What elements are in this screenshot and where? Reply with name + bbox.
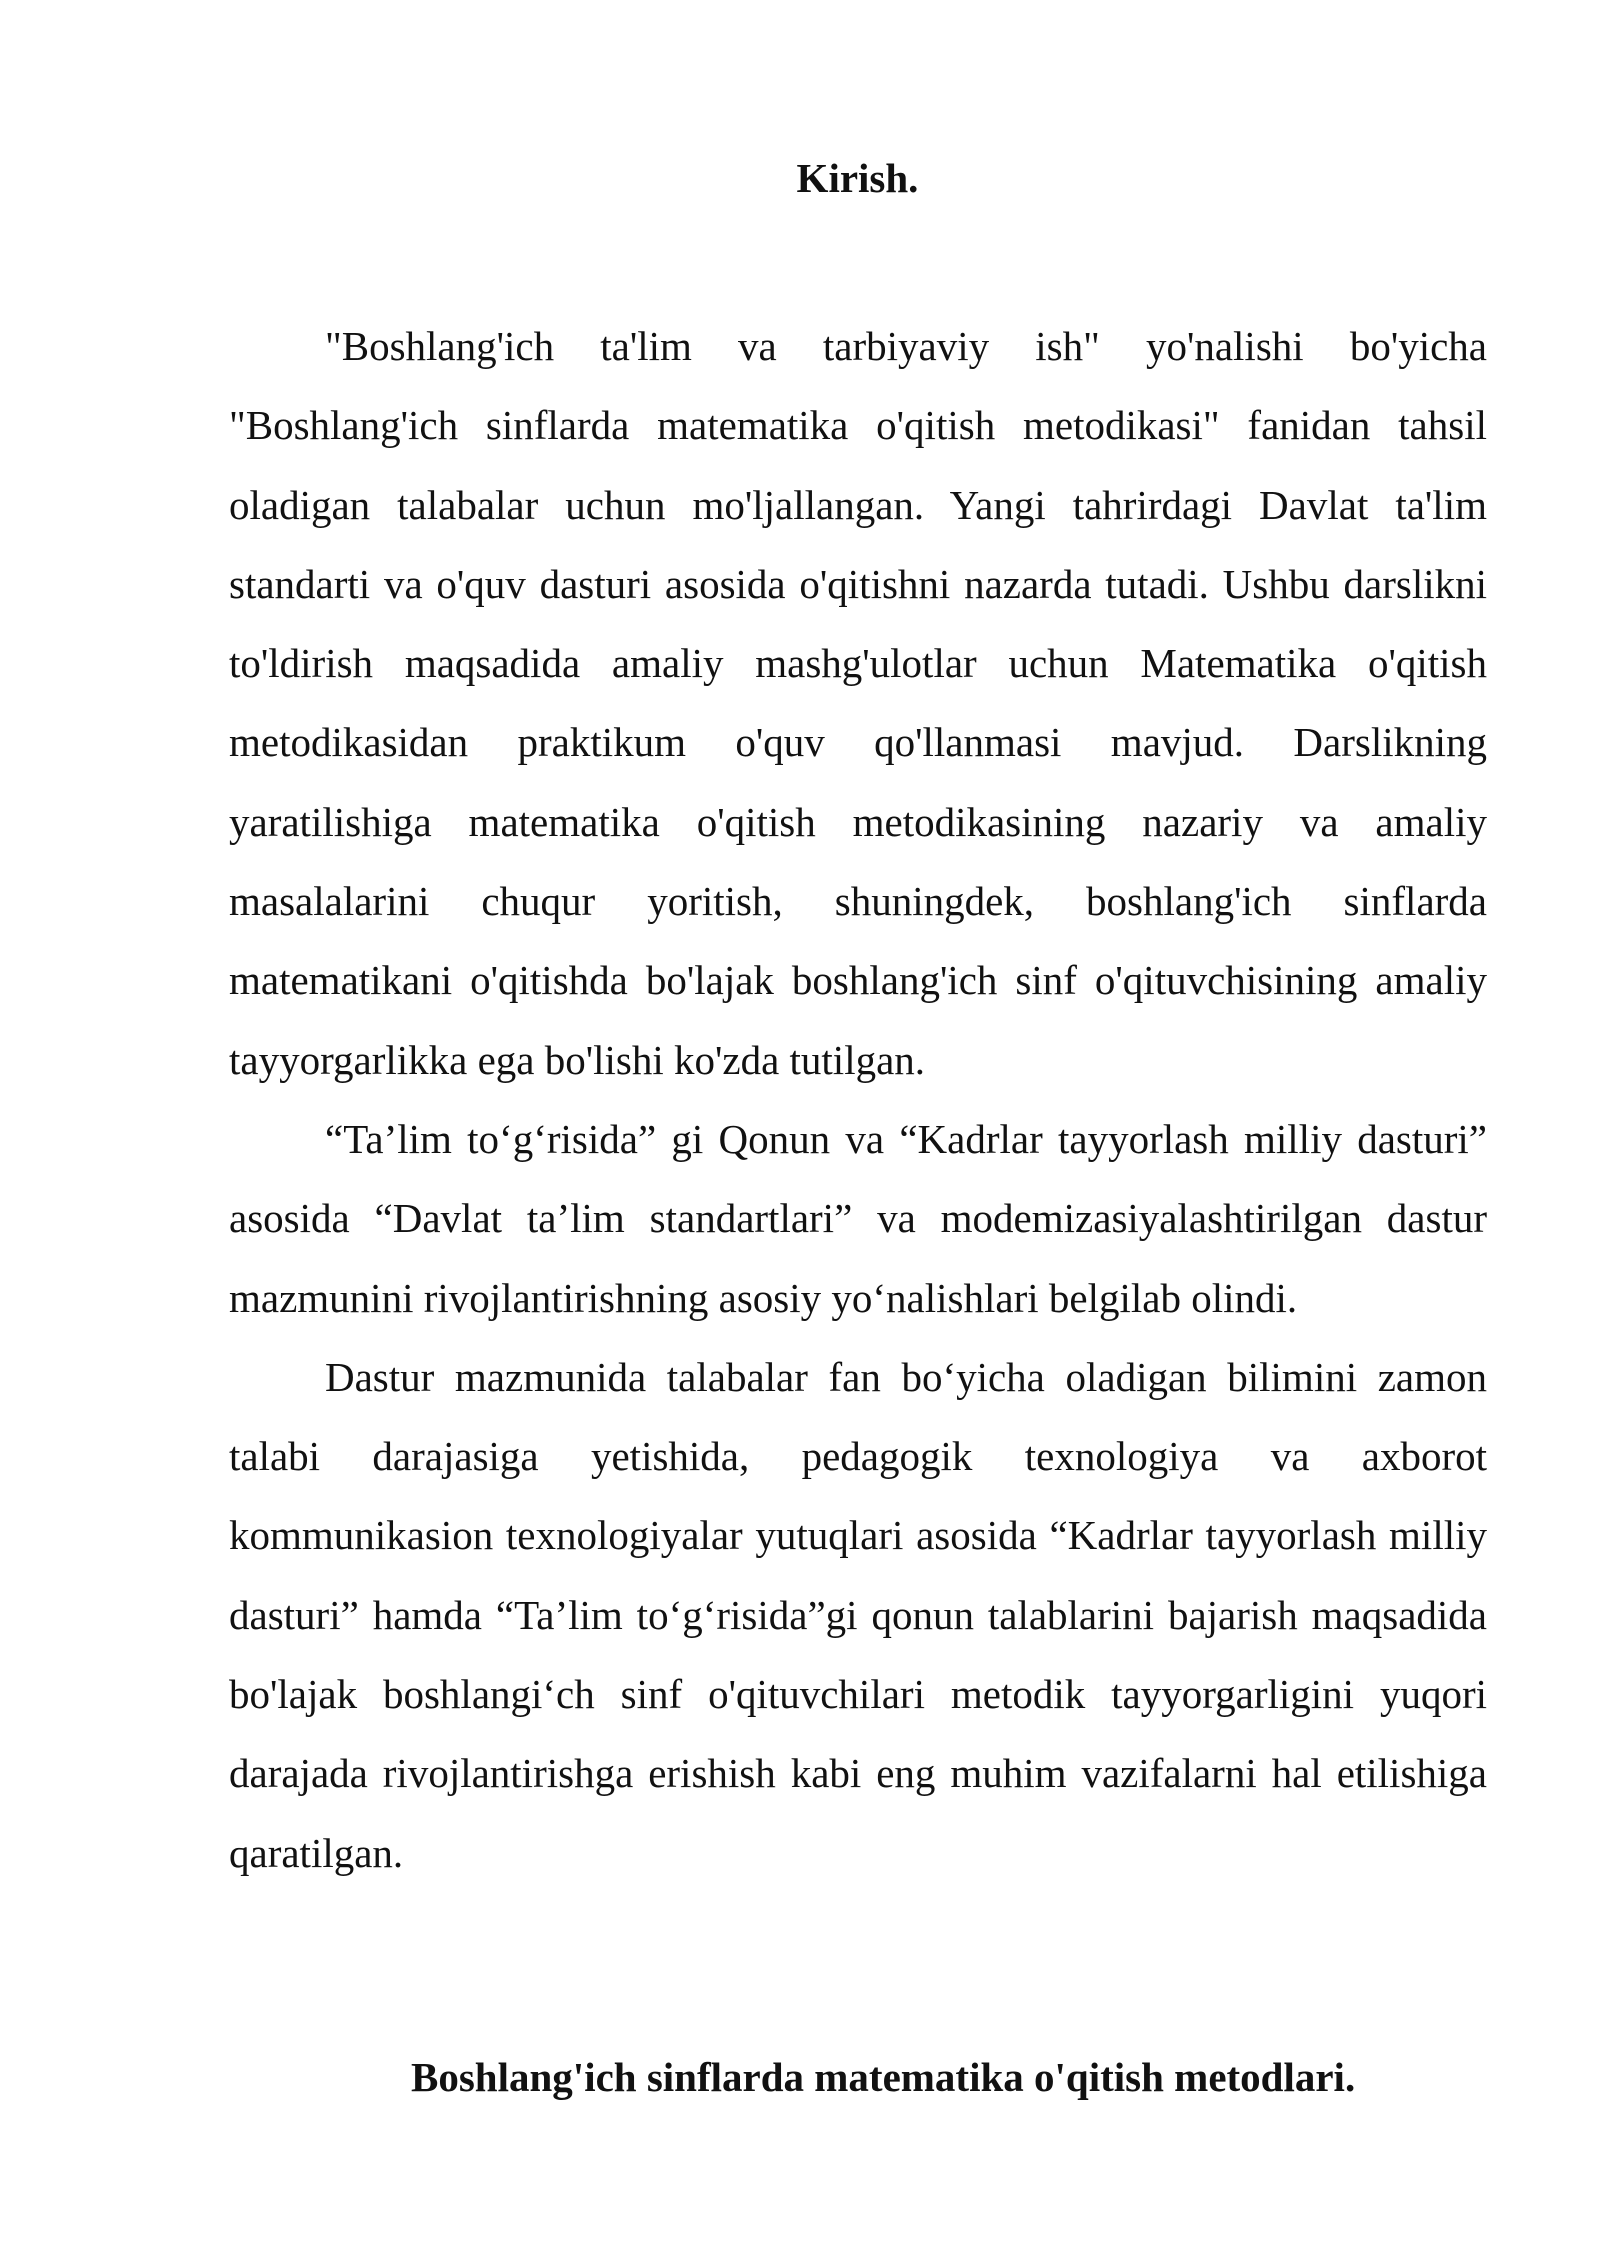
paragraph-intro: "Boshlang'ich ta'lim va tarbiyaviy ish" yo'nalishi bo'yicha "Boshlang'ich sinflarda matematika o'qitish metodikasi" fanidan tahsil oladigan talabalar uchun mo'ljallangan. Yangi tahrirdagi Davlat ta'lim standarti va o'quv dasturi asosida o'qitishni nazarda tutadi. Ushbu darslikni to'ldirish maqsadida amaliy mashg'ulotlar uchun Matematika o'qitish metodikasidan praktikum o'quv qo'llanmasi mavjud. Darslikning yaratilishiga matematika o'qitish metodikasining nazariy va amaliy masalalarini chuqur yoritish, shuningdek, boshlang'ich sinflarda matematikani o'qitishda bo'lajak boshlang'ich sinf o'qituvchisining amaliy tayyorgarlikka ega bo'lishi ko'zda tutilgan.	[229, 323, 1487, 1083]
section-heading: Boshlang'ich sinflarda matematika o'qitish metodlari.	[411, 2054, 1356, 2100]
paragraph-law: “Ta’lim to‘g‘risida” gi Qonun va “Kadrlar tayyorlash milliy dasturi” asosida “Davlat ta’lim standartlari” va modemizasiyalashtirilgan dastur mazmunini rivojlantirishning asosiy yo‘nalishlari belgilab olindi.	[229, 1115, 1487, 1321]
page-title: Kirish.	[796, 155, 919, 201]
paragraph-program: Dastur mazmunida talabalar fan bo‘yicha oladigan bilimini zamon talabi darajasiga yetishida, pedagogik texnologiya va axborot kommunikasion texnologiyalar yutuqlari asosida “Kadrlar tayyorlash milliy dasturi” hamda “Ta’lim to‘g‘risida”gi qonun talablarini bajarish maqsadida bo'lajak boshlangi‘ch sinf o'qituvchilari metodik tayyorgarligini yuqori darajada rivojlantirishga erishish kabi eng muhim vazifalarni hal etilishiga qaratilgan.	[229, 1353, 1487, 1876]
body-text	[229, 307, 1487, 1893]
